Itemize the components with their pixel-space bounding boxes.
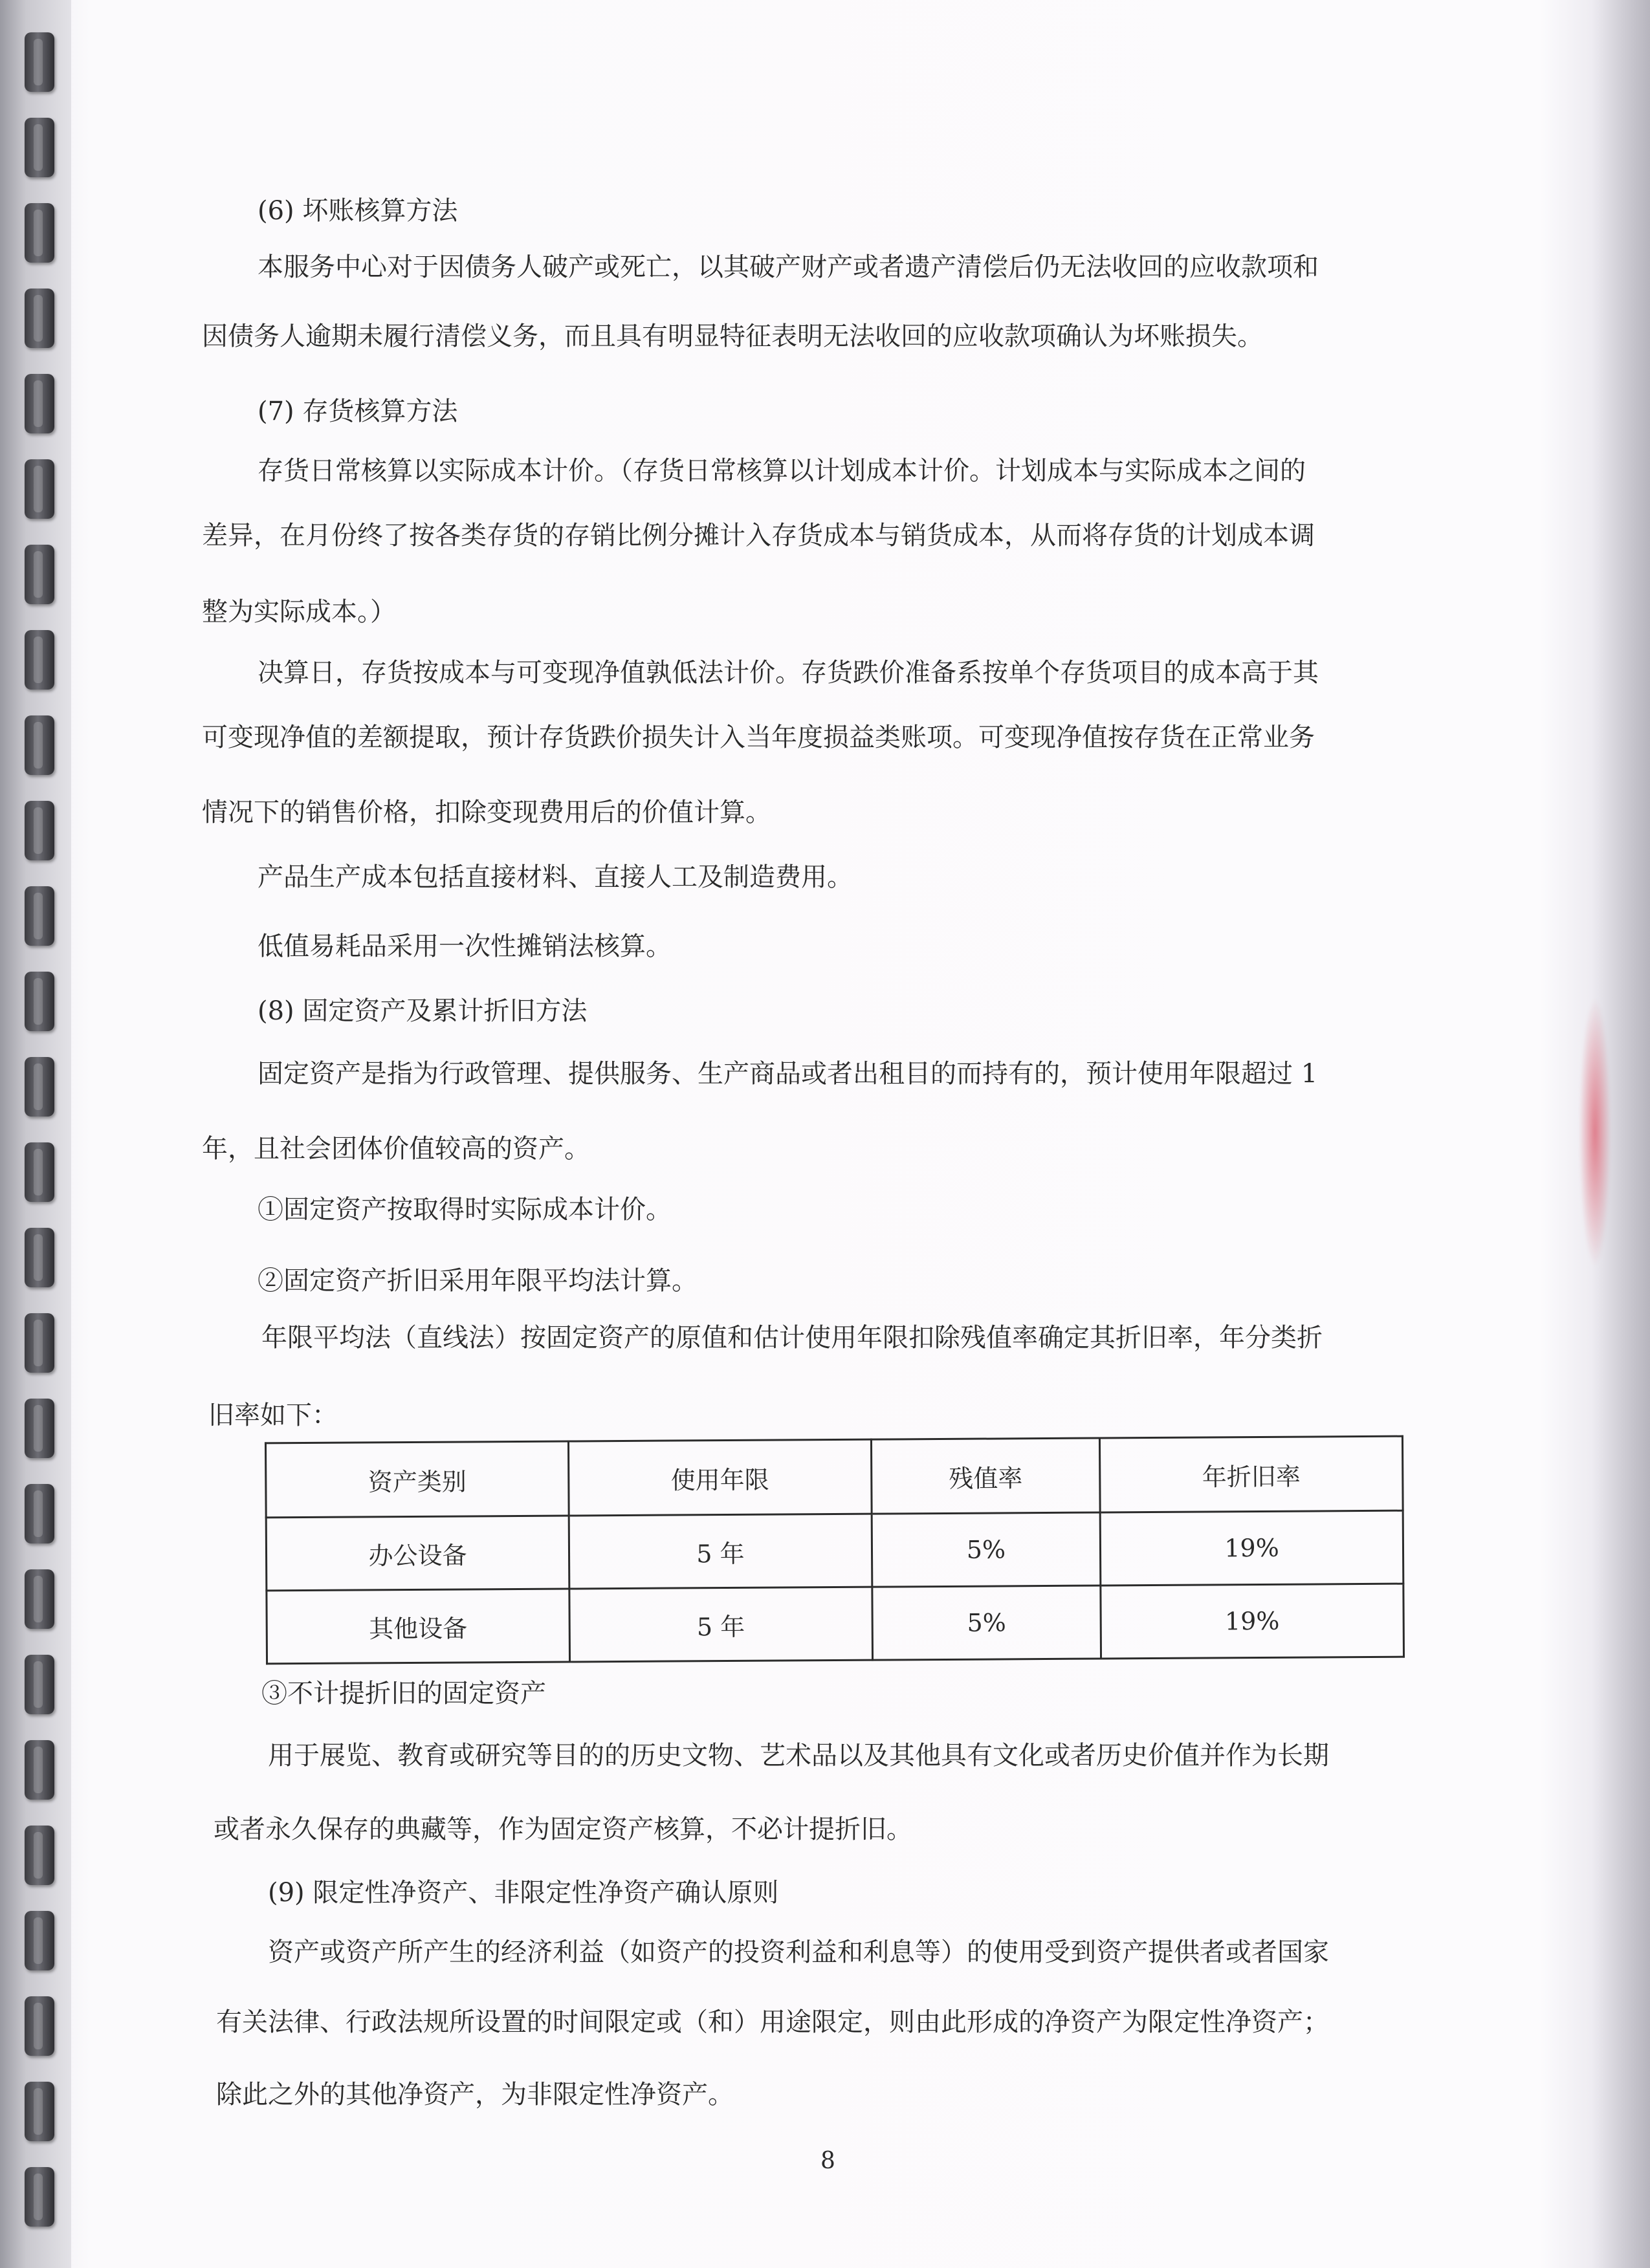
- binding-ring: [25, 2167, 54, 2227]
- paragraph-line: 固定资产是指为行政管理、提供服务、生产商品或者出租目的而持有的，预计使用年限超过 1: [258, 1059, 1318, 1089]
- table-header: 年折旧率: [1100, 1436, 1403, 1512]
- binding-ring: [25, 972, 54, 1031]
- binding-ring: [25, 1313, 54, 1373]
- paragraph-line: 因债务人逾期未履行清偿义务，而且具有明显特征表明无法收回的应收款项确认为坏账损失。: [202, 322, 1263, 351]
- binding-ring: [25, 1142, 54, 1202]
- paragraph-line: 用于展览、教育或研究等目的的历史文物、艺术品以及其他具有文化或者历史价值并作为长期: [268, 1741, 1329, 1771]
- table-header: 资产类别: [265, 1441, 569, 1518]
- table-row: [266, 1510, 1403, 1591]
- binding-ring: [25, 1826, 54, 1885]
- section-heading-inventory: (7) 存货核算方法: [258, 397, 458, 426]
- paragraph-line: 低值易耗品采用一次性摊销法核算。: [258, 932, 672, 961]
- paragraph-line: 整为实际成本。）: [202, 597, 396, 627]
- red-seal-mark: [1579, 996, 1611, 1268]
- binding-ring: [25, 1228, 54, 1287]
- binding-ring: [25, 715, 54, 775]
- binding-ring: [25, 1569, 54, 1629]
- table-cell: 5%: [872, 1512, 1101, 1587]
- paragraph-line: 差异，在月份终了按各类存货的存销比例分摊计入存货成本与销货成本，从而将存货的计划成本调: [202, 521, 1315, 551]
- paragraph-line: 有关法律、行政法规所设置的时间限定或（和）用途限定，则由此形成的净资产为限定性净资产；: [216, 2007, 1329, 2037]
- binding-ring: [25, 886, 54, 946]
- list-item: ③不计提折旧的固定资产: [261, 1679, 546, 1708]
- binding-ring: [25, 32, 54, 92]
- binding-ring: [25, 1057, 54, 1117]
- paragraph-line: 存货日常核算以实际成本计价。（存货日常核算以计划成本计价。计划成本与实际成本之间的: [258, 456, 1306, 486]
- section-heading-bad-debt: (6) 坏账核算方法: [258, 196, 458, 226]
- binding-ring: [25, 289, 54, 348]
- table-row: [267, 1584, 1404, 1664]
- paragraph-line: 情况下的销售价格，扣除变现费用后的价值计算。: [202, 798, 771, 827]
- binding-ring: [25, 545, 54, 604]
- table-header-row: [265, 1436, 1403, 1518]
- binding-spine: [0, 0, 71, 2268]
- binding-ring: [25, 1740, 54, 1800]
- section-heading-net-assets: (9) 限定性净资产、非限定性净资产确认原则: [268, 1878, 779, 1908]
- table-cell: 5 年: [569, 1587, 873, 1662]
- paragraph-line: 或者永久保存的典藏等，作为固定资产核算，不必计提折旧。: [214, 1815, 912, 1844]
- section-heading-fixed-assets: (8) 固定资产及累计折旧方法: [258, 996, 588, 1026]
- paragraph-line: 决算日，存货按成本与可变现净值孰低法计价。存货跌价准备系按单个存货项目的成本高于其: [258, 658, 1319, 688]
- binding-ring: [25, 1911, 54, 1970]
- table-cell: 其他设备: [267, 1589, 570, 1664]
- binding-ring: [25, 1484, 54, 1543]
- paragraph-line: 可变现净值的差额提取，预计存货跌价损失计入当年度损益类账项。可变现净值按存货在正常业务: [202, 723, 1315, 752]
- list-item: ②固定资产折旧采用年限平均法计算。: [258, 1266, 698, 1296]
- paragraph-line: 旧率如下：: [208, 1401, 338, 1430]
- paragraph-line: 资产或资产所产生的经济利益（如资产的投资利益和利息等）的使用受到资产提供者或者国家: [268, 1937, 1329, 1967]
- paragraph-line: 产品生产成本包括直接材料、直接人工及制造费用。: [258, 862, 853, 892]
- list-item: ①固定资产按取得时实际成本计价。: [258, 1195, 672, 1225]
- table-header: 残值率: [871, 1438, 1100, 1514]
- binding-ring: [25, 1996, 54, 2056]
- table-header: 使用年限: [568, 1439, 872, 1516]
- binding-ring: [25, 801, 54, 860]
- binding-ring: [25, 630, 54, 690]
- binding-ring: [25, 374, 54, 433]
- page-number: 8: [820, 2148, 835, 2174]
- binding-ring: [25, 1655, 54, 1714]
- paragraph-line: 年，且社会团体价值较高的资产。: [202, 1134, 590, 1164]
- binding-ring: [25, 2082, 54, 2141]
- table-cell: 5%: [872, 1586, 1101, 1660]
- binding-ring: [25, 459, 54, 519]
- paragraph-line: 除此之外的其他净资产，为非限定性净资产。: [216, 2080, 734, 2110]
- binding-ring: [25, 118, 54, 177]
- table-cell: 办公设备: [266, 1516, 569, 1591]
- table-cell: 19%: [1101, 1584, 1404, 1659]
- depreciation-rate-table: [265, 1435, 1405, 1665]
- binding-ring: [25, 1399, 54, 1458]
- table-cell: 19%: [1100, 1510, 1403, 1586]
- binding-ring: [25, 203, 54, 263]
- table-cell: 5 年: [569, 1514, 872, 1589]
- paragraph-line: 本服务中心对于因债务人破产或死亡，以其破产财产或者遗产清偿后仍无法收回的应收款项和: [258, 252, 1319, 282]
- paragraph-line: 年限平均法（直线法）按固定资产的原值和估计使用年限扣除残值率确定其折旧率，年分类折: [261, 1323, 1323, 1353]
